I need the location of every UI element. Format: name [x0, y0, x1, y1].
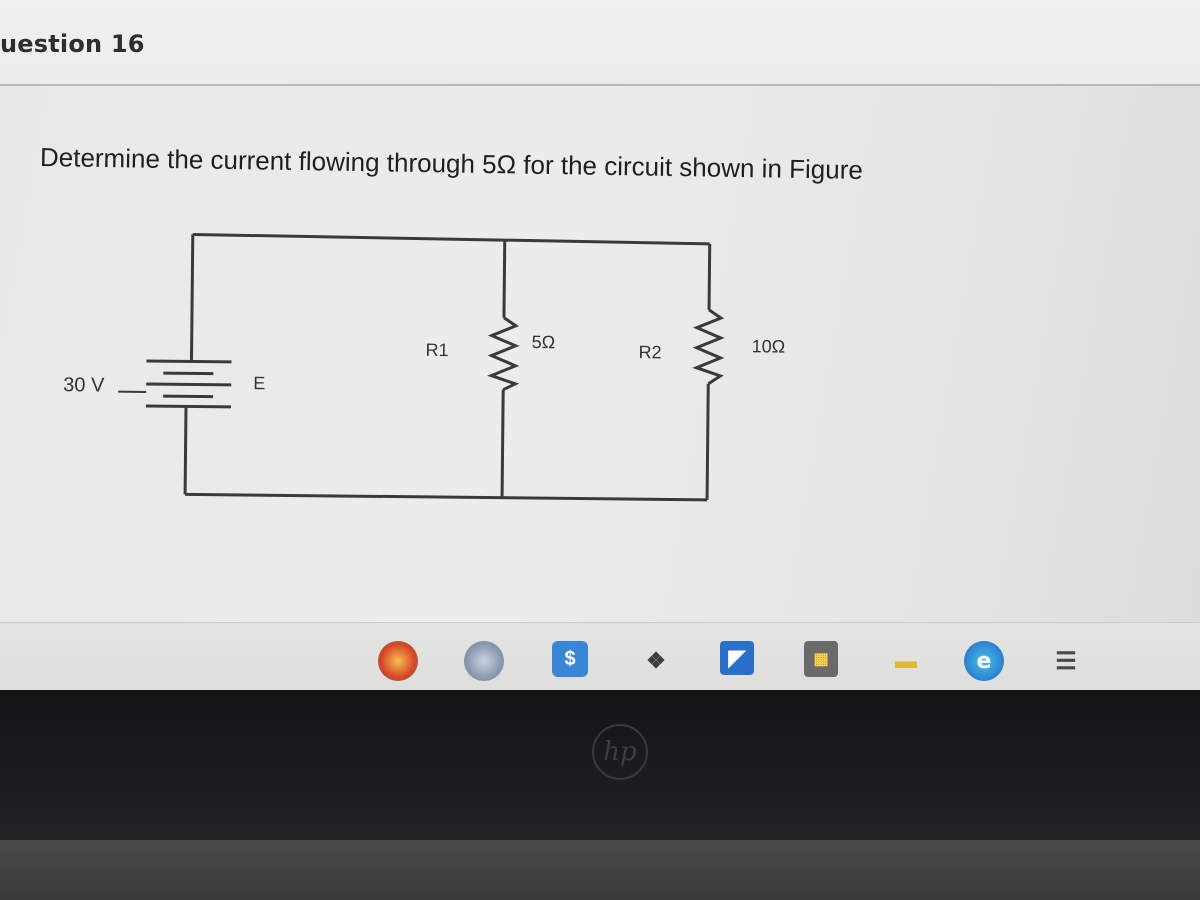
- r2-label: R2: [638, 342, 662, 363]
- circuit-wire-top: [191, 234, 192, 361]
- edge-icon[interactable]: e: [964, 641, 1004, 681]
- circuit-wire-top-rail: [193, 234, 710, 243]
- circuit-wire-mid-top: [504, 240, 505, 318]
- circuit-diagram: [52, 215, 855, 523]
- circuit-wire-right-bottom: [707, 384, 708, 500]
- question-text: Determine the current flowing through 5Ω for the circuit shown in Figure: [39, 142, 864, 185]
- source-e-label: E: [253, 373, 266, 394]
- question-number: uestion 16: [0, 30, 145, 58]
- r1-value-label: 5Ω: [531, 331, 556, 353]
- circuit-wire-mid-bottom: [502, 390, 503, 498]
- taskbar: [0, 622, 1200, 690]
- r1-label: R1: [425, 339, 449, 361]
- store-icon[interactable]: ▦: [804, 641, 838, 677]
- resistor-r1: [491, 318, 516, 390]
- chrome-icon[interactable]: [378, 641, 418, 681]
- mail-icon[interactable]: ◤: [720, 641, 754, 675]
- battery-symbol: [118, 361, 231, 407]
- hp-logo: hp: [592, 724, 648, 780]
- circuit-wire-bottom-rail: [185, 494, 707, 499]
- dropbox-icon[interactable]: ❖: [646, 648, 666, 673]
- r2-value-label: 10Ω: [751, 336, 786, 357]
- circuit-wire-right-top: [709, 244, 710, 310]
- app-icon[interactable]: $: [552, 641, 588, 677]
- resistor-r2: [696, 310, 721, 384]
- task-view-icon[interactable]: ☰: [1055, 647, 1077, 675]
- file-explorer-icon[interactable]: ▬: [895, 648, 917, 673]
- source-voltage-label: 30 V: [63, 374, 105, 397]
- circuit-wire-left-bottom: [185, 406, 186, 494]
- question-header: [0, 0, 1200, 86]
- desk-surface: [0, 840, 1200, 900]
- chrome-profile-icon[interactable]: [464, 641, 504, 681]
